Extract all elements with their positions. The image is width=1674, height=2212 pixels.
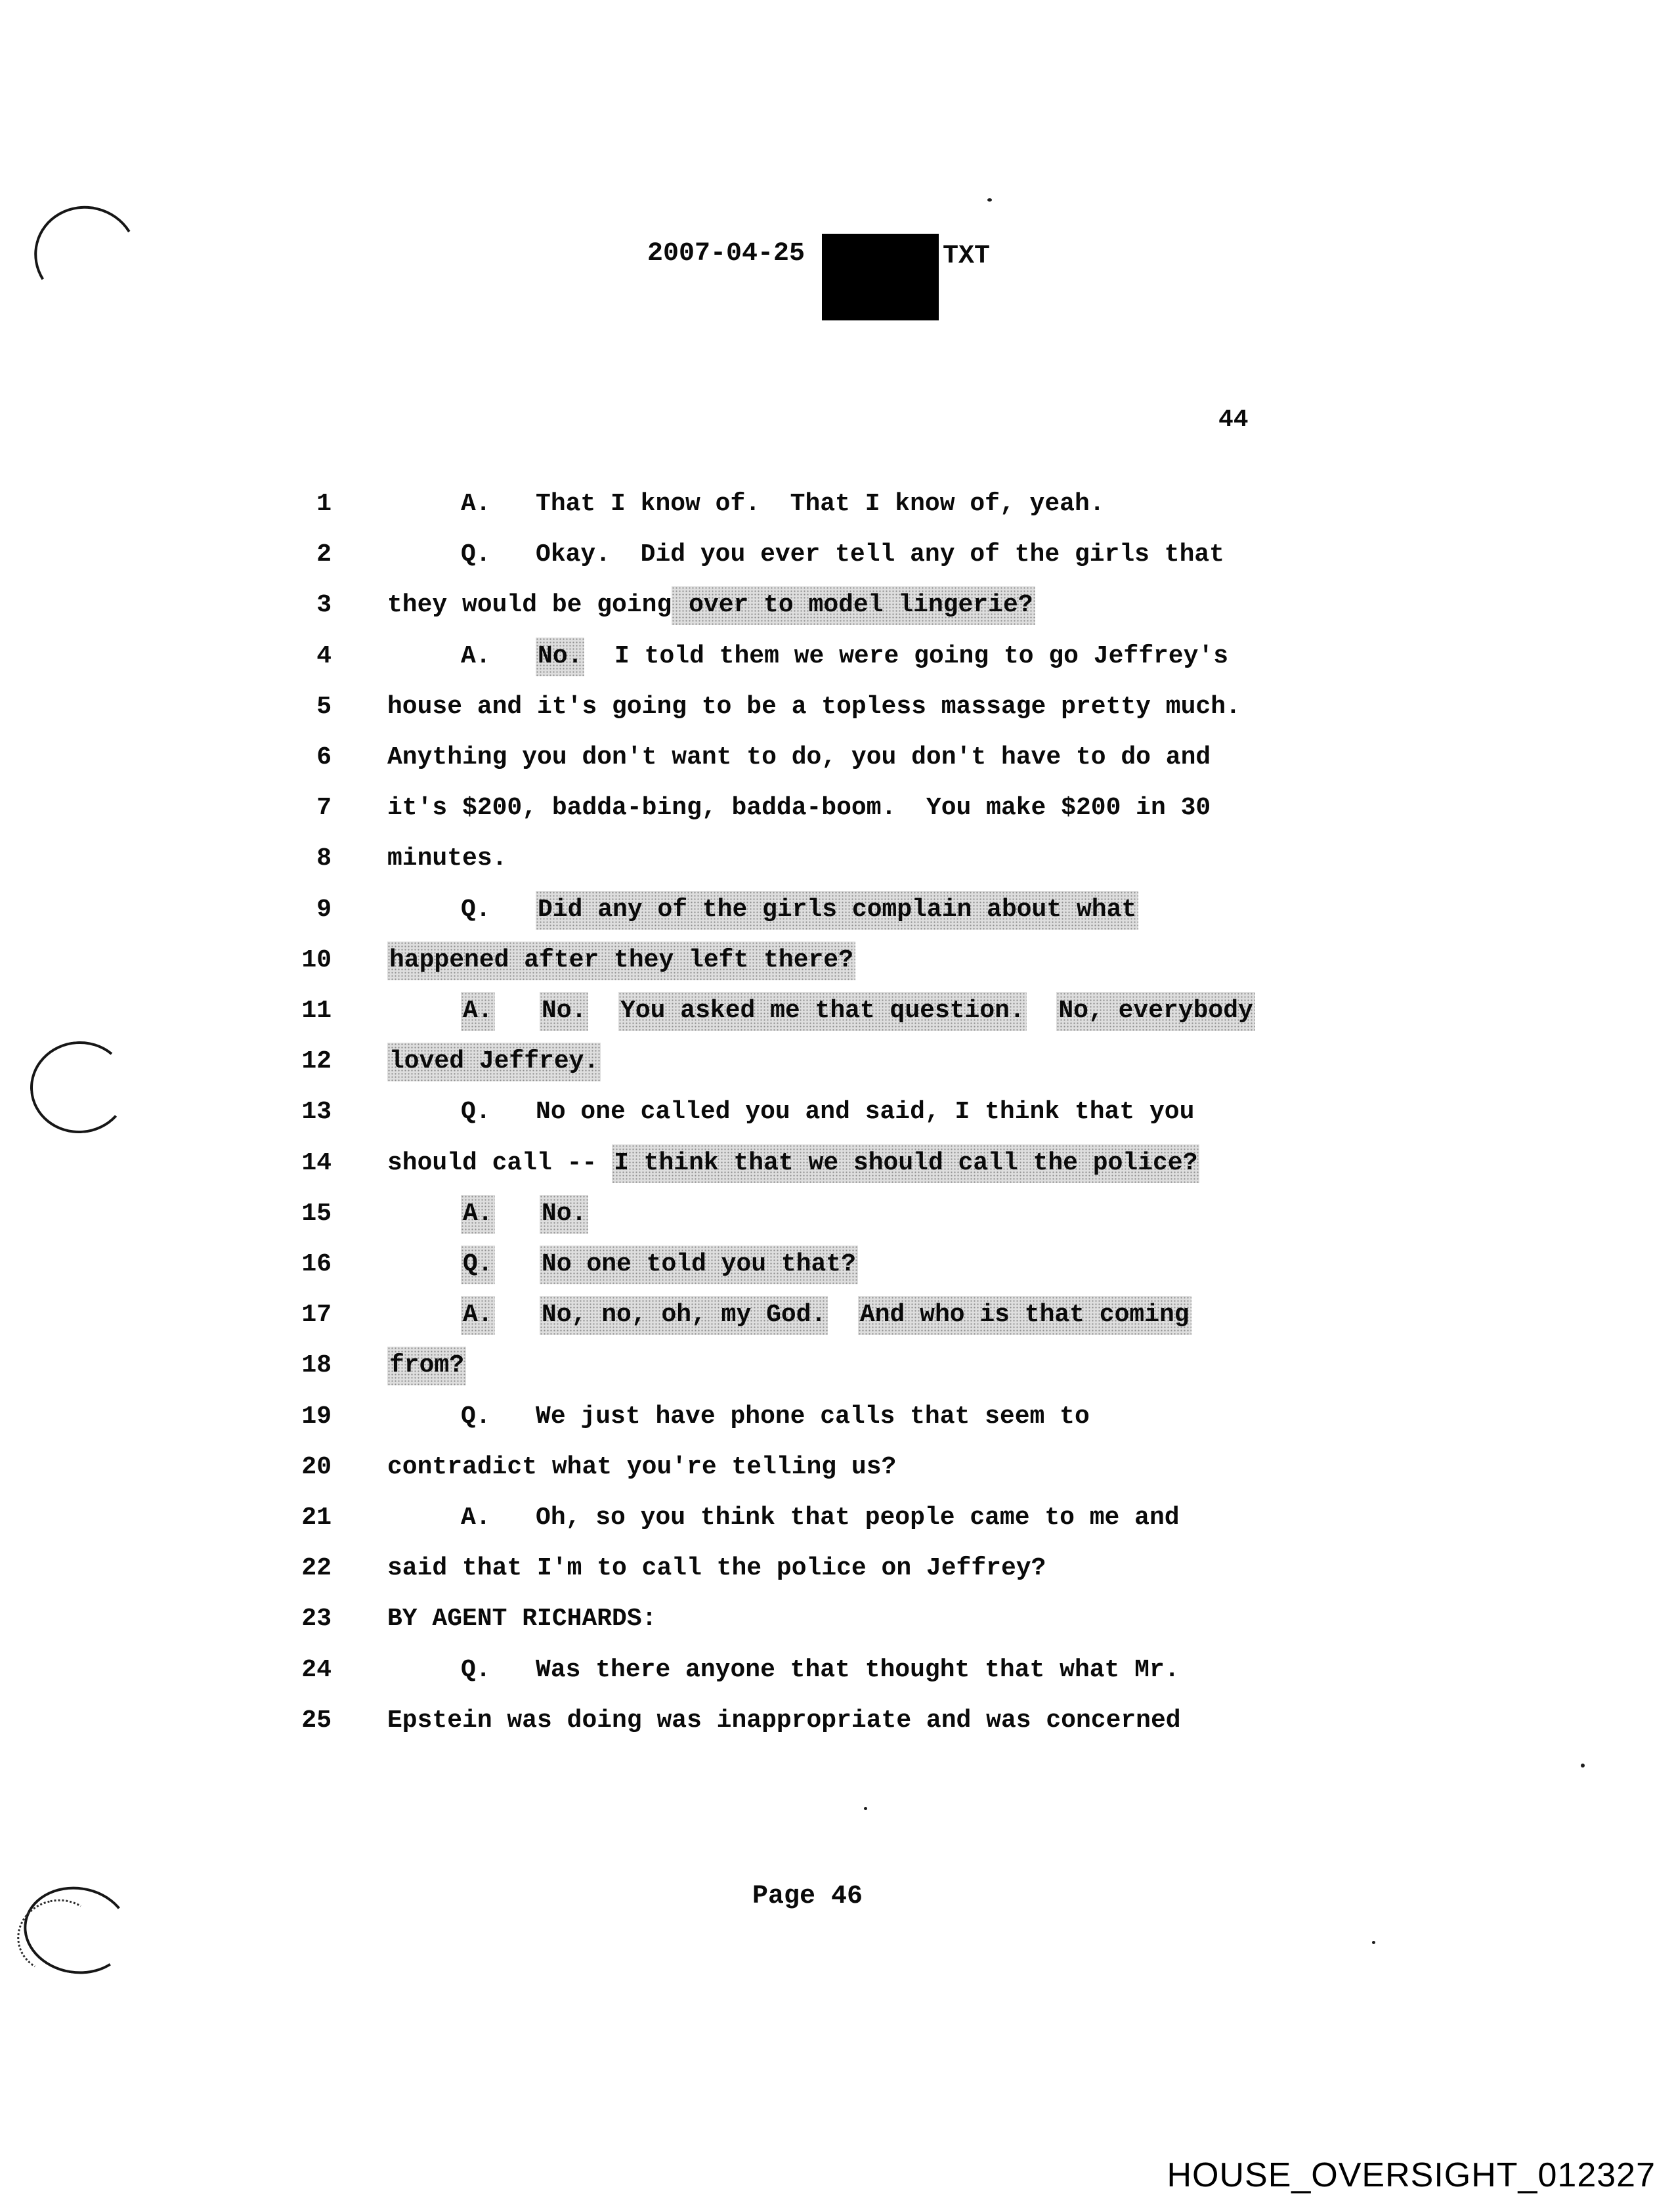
line-text [461, 997, 1255, 1025]
plain-text [588, 997, 618, 1025]
plain-text [495, 1301, 540, 1329]
plain-text [495, 1200, 540, 1228]
line-number: 15 [301, 1199, 332, 1228]
plain-text: BY AGENT RICHARDS: [387, 1605, 657, 1634]
transcript-page-number: 44 [1218, 406, 1249, 434]
line-text [387, 844, 507, 873]
plain-text: they would be going [387, 591, 672, 620]
plain-text: A. That I know of. That I know of, yeah. [461, 490, 1105, 518]
line-text [387, 743, 1211, 771]
line-text [461, 540, 1224, 569]
line-text [387, 1149, 1199, 1177]
line-text [461, 1656, 1180, 1684]
highlighted-text: Q. [461, 1246, 495, 1284]
line-number: 23 [301, 1605, 332, 1634]
line-text [461, 490, 1105, 518]
line-text [387, 1605, 656, 1633]
line-text [461, 896, 1138, 924]
line-text [387, 693, 1241, 721]
highlighted-text: over to model lingerie? [672, 586, 1035, 625]
scan-speck [1581, 1764, 1585, 1767]
line-number: 11 [301, 997, 332, 1025]
plain-text: A. Oh, so you think that people came to me and [461, 1504, 1180, 1532]
plain-text: Q. Okay. Did you ever tell any of the girls that [461, 540, 1224, 569]
plain-text: Q. No one called you and said, I think that you [461, 1098, 1195, 1127]
line-number: 9 [316, 895, 332, 924]
header-date: 2007-04-25 [647, 239, 805, 269]
plain-text: it's $200, badda-bing, badda-boom. You make $200 in 30 [387, 794, 1211, 823]
highlighted-text: happened after they left there? [387, 942, 855, 980]
line-number: 21 [301, 1504, 332, 1532]
plain-text: Q. Was there anyone that thought that what Mr. [461, 1655, 1180, 1684]
highlighted-text: No one told you that? [540, 1246, 858, 1284]
line-text [461, 1200, 588, 1228]
highlighted-text: A. [461, 992, 495, 1031]
highlighted-text: No. [540, 1195, 588, 1234]
highlighted-text: And who is that coming [858, 1296, 1191, 1335]
plain-text [1027, 997, 1057, 1025]
line-number: 7 [316, 794, 332, 823]
line-text [387, 1554, 1046, 1582]
plain-text [828, 1301, 858, 1329]
line-text [461, 1250, 858, 1278]
plain-text: said that I'm to call the police on Jeffrey? [387, 1554, 1046, 1583]
line-text [387, 1453, 896, 1481]
highlighted-text: No. [540, 992, 588, 1031]
highlighted-text: You asked me that question. [618, 992, 1027, 1031]
plain-text: Epstein was doing was inappropriate and was concerned [387, 1706, 1181, 1735]
hole-punch-mark-top [24, 195, 148, 316]
scan-speck [1372, 1941, 1375, 1944]
plain-text: minutes. [387, 844, 507, 873]
line-number: 13 [301, 1098, 332, 1127]
plain-text: I told them we were going to go Jeffrey's [584, 641, 1229, 670]
highlighted-text: No, everybody [1056, 992, 1255, 1031]
line-number: 25 [301, 1706, 332, 1735]
line-number: 12 [301, 1047, 332, 1076]
footer-page-label: Page 46 [752, 1882, 863, 1911]
line-number: 5 [316, 692, 332, 721]
line-number: 19 [301, 1402, 332, 1431]
line-text [461, 1098, 1194, 1126]
redaction-box [822, 234, 939, 320]
highlighted-text: loved Jeffrey. [387, 1043, 601, 1081]
plain-text: Q. [461, 895, 536, 924]
line-number: 2 [316, 540, 332, 569]
highlighted-text: A. [461, 1195, 495, 1234]
line-number: 24 [301, 1655, 332, 1684]
line-number: 14 [301, 1148, 332, 1177]
highlighted-text: No. [536, 638, 584, 676]
plain-text: A. [461, 641, 536, 670]
line-text [387, 591, 1035, 619]
highlighted-text: from? [387, 1347, 466, 1385]
scan-speck [864, 1807, 867, 1810]
line-text [387, 1351, 466, 1379]
line-text [387, 1706, 1181, 1735]
plain-text: Q. We just have phone calls that seem to [461, 1402, 1090, 1431]
line-number: 16 [301, 1250, 332, 1278]
plain-text: should call -- [387, 1148, 612, 1177]
line-text [387, 1047, 601, 1075]
line-number: 20 [301, 1452, 332, 1481]
line-number: 10 [301, 945, 332, 974]
plain-text: Anything you don't want to do, you don't have to do and [387, 743, 1211, 771]
line-number: 3 [316, 591, 332, 620]
line-number: 22 [301, 1554, 332, 1583]
line-number: 8 [316, 844, 332, 873]
highlighted-text: A. [461, 1296, 495, 1335]
line-text [387, 946, 855, 974]
plain-text: contradict what you're telling us? [387, 1452, 897, 1481]
line-number: 6 [316, 743, 332, 771]
line-number: 4 [316, 641, 332, 670]
bates-number: HOUSE_OVERSIGHT_012327 [1167, 2156, 1656, 2194]
line-text [461, 1402, 1090, 1431]
highlighted-text: No, no, oh, my God. [540, 1296, 828, 1335]
line-number: 17 [301, 1301, 332, 1330]
hole-punch-mark-middle [27, 1038, 131, 1137]
line-number: 1 [316, 490, 332, 518]
highlighted-text: I think that we should call the police? [612, 1144, 1199, 1183]
line-number: 18 [301, 1351, 332, 1380]
plain-text: house and it's going to be a topless massage pretty much. [387, 692, 1241, 721]
line-text [461, 1504, 1180, 1532]
header-file-suffix: TXT [943, 242, 991, 271]
plain-text [495, 997, 540, 1025]
line-text [387, 794, 1211, 822]
line-text [461, 1301, 1191, 1329]
highlighted-text: Did any of the girls complain about what [536, 891, 1138, 930]
scan-speck [987, 198, 992, 202]
plain-text [495, 1250, 540, 1278]
line-text [461, 642, 1228, 670]
